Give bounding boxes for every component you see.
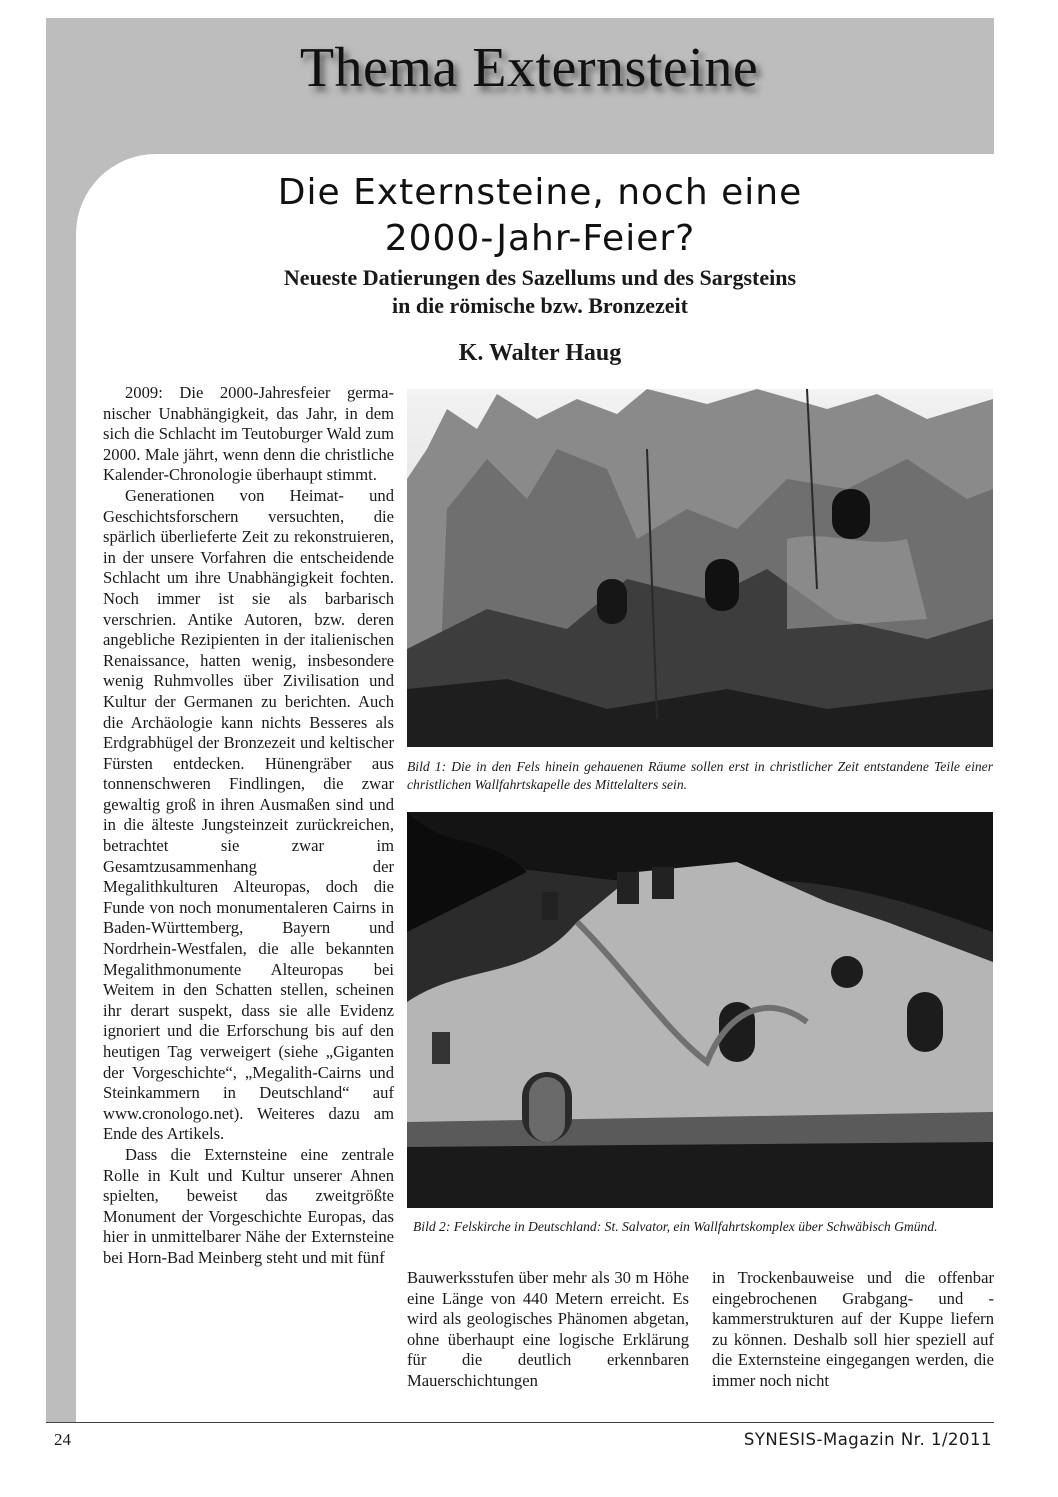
article-subtitle-line-1: Neueste Datierungen des Sazellums und des Sargsteins [283,265,797,290]
figure-2-photo [407,812,993,1208]
page-number: 24 [54,1430,71,1449]
article-author: K. Walter Haug [458,340,622,366]
magazine-issue: SYNESIS-Magazin Nr. 1/2011 [743,1430,992,1449]
figure-2-caption: Bild 2: Felskirche in Deutschland: St. Salvator, ein Wallfahrtskomplex über Schwäbisch Gmünd. [413,1219,938,1234]
body-paragraph: Dass die Externsteine eine zentrale Rolle in Kult und Kultur unserer Ahnen spielten, beweist das zweitgrößte Monument der Vorgeschichte Europas, das hier in unmittelbarer Nähe der Externsteine bei Horn-Bad Meinberg steht und mit fünf [103,1144,394,1267]
body-column-middle: Bauwerksstufen über mehr als 30 m Höhe eine Länge von 440 Metern erreicht. Es wird als geologisches Phänomen abgetan, ohne überhaupt eine logische Erklärung für die deutlich erkennbaren Mauerschichtungen [407,1268,689,1390]
footer-divider [46,1422,994,1423]
body-column-left [103,383,394,1269]
article-title-line-2: 2000-Jahr-Feier? [384,218,696,259]
figure-1-caption: Bild 1: Die in den Fels hinein gehauenen Räume sollen erst in christlicher Zeit entstandene Teile einer christlichen Wallfahrtskapelle des Mittelalters sein. [407,759,993,792]
article-title [90,170,990,262]
body-paragraph: Generationen von Heimat- und Geschichtsforschern versuchten, die spärlich überlieferte Zeit zu rekonstruieren, in der unsere Vorfahren die entscheidende Schlacht um ihre Unabhängigkeit fochten. Noch immer ist sie als barbarisch verschrien. Antike Autoren, bzw. deren angebliche Rezipienten in der italienischen Renaissance, hatten wenig, insbesondere wenig Ruhmvolles über Zivilisation und Kultur der Germanen zu berichten. Auch die Archäologie kann nichts Besseres als Erdgrabhügel der Bronzezeit und keltischer Fürsten entdecken. Hünengräber aus tonnenschweren Findlingen, die zwar gewaltig groß in ihren Ausmaßen sind und in die älteste Jungsteinzeit zurückreichen, betrachtet sie zwar im Gesamtzusammenhang der Megalithkulturen Alteuropas, doch die Funde von noch monumentaleren Cairns in Baden-Württemberg, Bayern und Nordrhein-Westfalen, die alle bekannten Megalithmonumente Alteuropas bei Weitem in den Schatten stellen, scheinen ihr derart suspekt, dass sie alle Evidenz ignoriert und die Erforschung bis auf den heutigen Tag verweigert (siehe „Giganten der Vorgeschichte“, „Megalith-Cairns und Steinkammern in Deutschland“ auf www.cronologo.net). Weiteres dazu am Ende des Artikels. [103,485,394,1144]
article-title-line-1: Die Externsteine, noch eine [277,172,803,213]
section-title: Thema Externsteine [299,37,759,99]
body-paragraph: 2009: Die 2000-Jahresfeier germanischer Unabhängigkeit, das Jahr, in dem sich die Schlacht im Teutoburger Wald zum 2000. Male jährt, wenn denn die christliche Kalender-Chronologie überhaupt stimmt. [103,383,394,485]
figure-1-photo [407,389,993,747]
article-subtitle-line-2: in die römische bzw. Bronzezeit [392,293,688,318]
article-subtitle [90,264,990,320]
body-column-right: in Trockenbauweise und die offenbar eingebrochenen Grabgang- und -kammerstrukturen auf der Kuppe liefern zu können. Deshalb soll hier speziell auf die Externsteine eingegangen werden, die immer noch nicht [712,1268,994,1390]
